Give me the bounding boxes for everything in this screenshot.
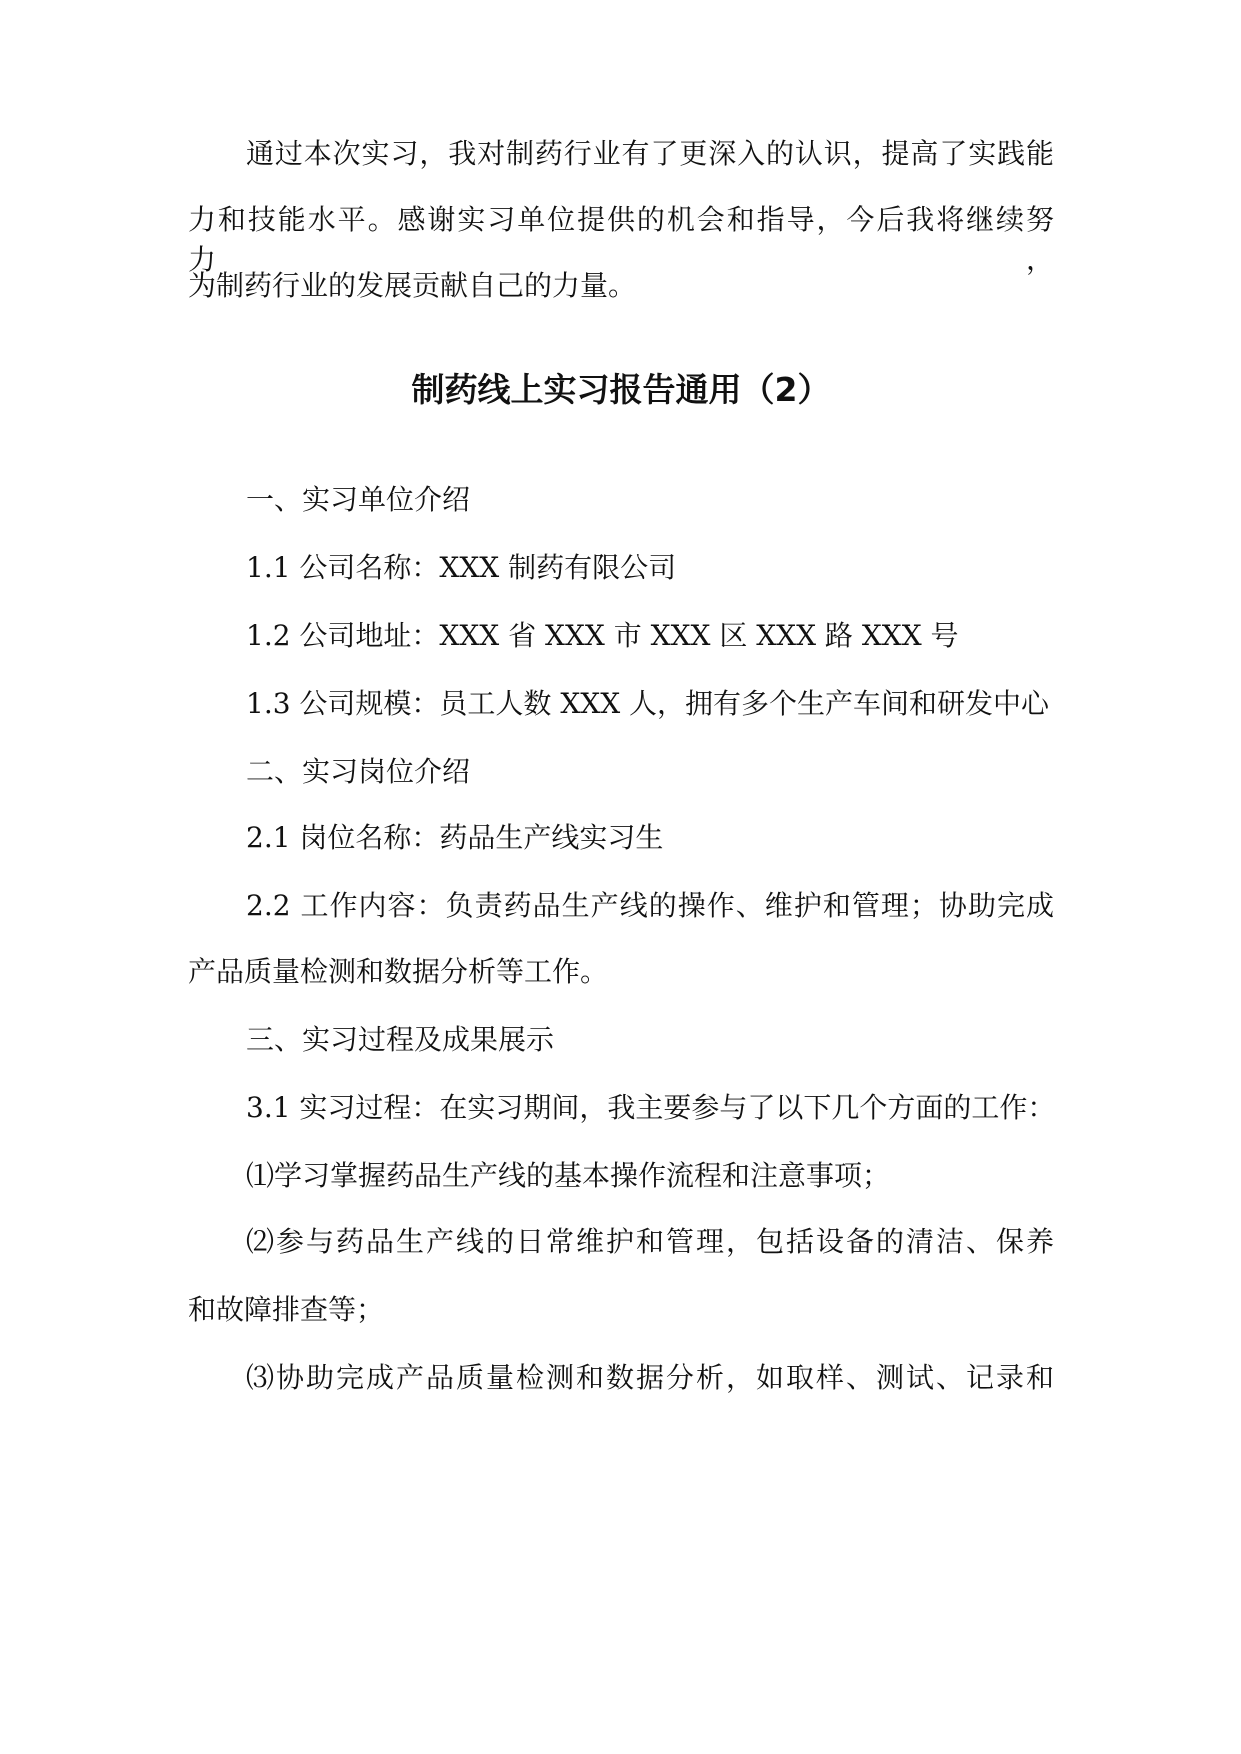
- section-2-item-2-line-1: 2.2 工作内容：负责药品生产线的操作、维护和管理；协助完成: [246, 889, 1054, 922]
- document-title: 制药线上实习报告通用（2）: [411, 370, 831, 409]
- section-2-item-2-line-2: 产品质量检测和数据分析等工作。: [188, 955, 609, 988]
- section-2-heading: 二、实习岗位介绍: [246, 755, 471, 788]
- section-3-heading: 三、实习过程及成果展示: [246, 1023, 555, 1056]
- intro-paragraph-line-2: 力和技能水平。感谢实习单位提供的机会和指导，今后我将继续努力，: [188, 203, 1054, 276]
- section-2-item-1: 2.1 岗位名称：药品生产线实习生: [246, 821, 664, 854]
- section-1-heading: 一、实习单位介绍: [246, 483, 471, 516]
- intro-paragraph-line-1: 通过本次实习，我对制药行业有了更深入的认识，提高了实践能: [246, 137, 1054, 170]
- section-1-item-1: 1.1 公司名称：XXX 制药有限公司: [246, 551, 677, 584]
- section-1-item-2: 1.2 公司地址：XXX 省 XXX 市 XXX 区 XXX 路 XXX 号: [246, 619, 959, 652]
- section-1-item-3: 1.3 公司规模：员工人数 XXX 人，拥有多个生产车间和研发中心: [246, 687, 1050, 720]
- section-3-point-3-line-1: ⑶协助完成产品质量检测和数据分析，如取样、测试、记录和: [246, 1361, 1054, 1394]
- section-3-item-1: 3.1 实习过程：在实习期间，我主要参与了以下几个方面的工作：: [246, 1091, 1056, 1124]
- section-3-point-2-line-2: 和故障排查等；: [188, 1293, 385, 1326]
- section-3-point-1: ⑴学习掌握药品生产线的基本操作流程和注意事项；: [246, 1159, 891, 1192]
- intro-paragraph-line-3: 为制药行业的发展贡献自己的力量。: [188, 269, 637, 302]
- section-3-point-2-line-1: ⑵参与药品生产线的日常维护和管理，包括设备的清洁、保养: [246, 1225, 1054, 1258]
